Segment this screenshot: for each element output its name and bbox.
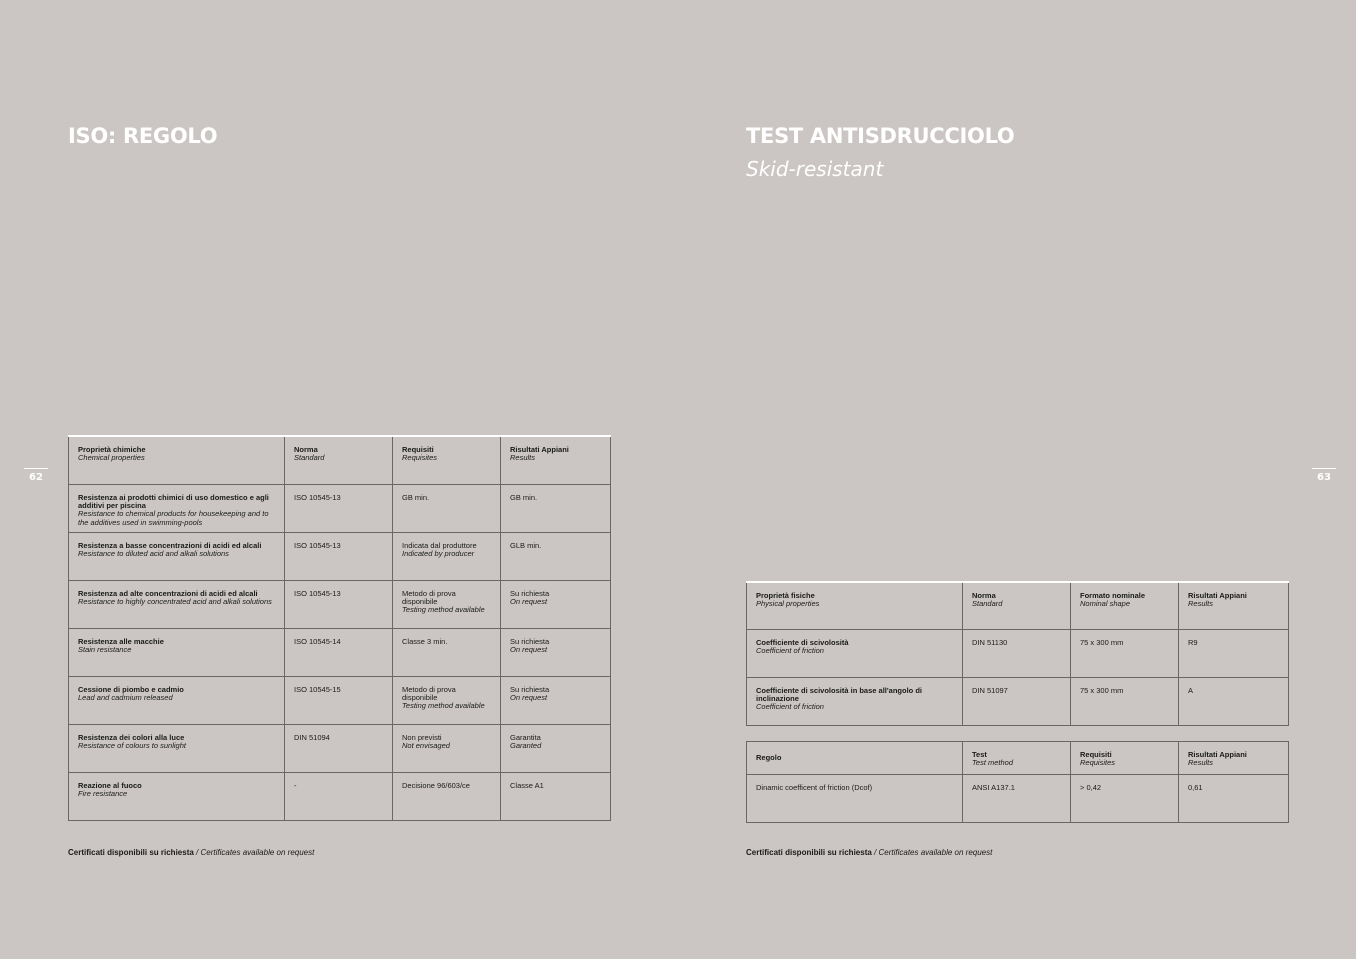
- property-cell: Cessione di piombo e cadmio Lead and cadmium released: [69, 676, 285, 724]
- results-cell: Classe A1: [501, 772, 611, 820]
- table-row: [747, 677, 1289, 725]
- norma-cell: ISO 10545-13: [285, 580, 393, 628]
- header-cell: Requisiti Requisites: [393, 436, 501, 484]
- property-cell: Reazione al fuoco Fire resistance: [69, 772, 285, 820]
- requisites-cell: Non previsti Not envisaged: [393, 724, 501, 772]
- norma-cell: DIN 51094: [285, 724, 393, 772]
- norma-cell: ISO 10545-13: [285, 532, 393, 580]
- requisites-cell: Decisione 96/603/ce: [393, 772, 501, 820]
- header-cell: Norma Standard: [285, 436, 393, 484]
- table-row: [69, 676, 611, 724]
- test-method-table: [746, 741, 1289, 823]
- requisites-cell: > 0,42: [1071, 775, 1179, 823]
- table-row: [69, 580, 611, 628]
- results-cell: Su richiesta On request: [501, 580, 611, 628]
- format-cell: 75 x 300 mm: [1071, 629, 1179, 677]
- page-title-right: TEST ANTISDRUCCIOLO: [746, 124, 1015, 148]
- property-cell: Dinamic coefficent of friction (Dcof): [747, 775, 963, 823]
- table-row: [747, 629, 1289, 677]
- norma-cell: DIN 51130: [963, 629, 1071, 677]
- header-cell: Test Test method: [963, 742, 1071, 775]
- header-cell: Proprietà chimiche Chemical properties: [69, 436, 285, 484]
- page-subtitle-right: Skid-resistant: [746, 157, 884, 181]
- chemical-properties-table: [68, 435, 611, 821]
- table-header-row: [747, 582, 1289, 629]
- table-row: [69, 772, 611, 820]
- table-row: [69, 532, 611, 580]
- results-cell: Su richiesta On request: [501, 628, 611, 676]
- norma-cell: DIN 51097: [963, 677, 1071, 725]
- norma-cell: ISO 10545-15: [285, 676, 393, 724]
- page-number-right: 63: [1312, 468, 1336, 483]
- format-cell: 75 x 300 mm: [1071, 677, 1179, 725]
- property-cell: Resistenza ai prodotti chimici di uso domestico e agli additivi per piscina Resistance to chemical products for housekeeping and to the additives used in swimming-pools: [69, 484, 285, 532]
- physical-properties-table: [746, 581, 1289, 726]
- header-cell: Proprietà fisiche Physical properties: [747, 582, 963, 629]
- property-cell: Resistenza dei colori alla luce Resistance of colours to sunlight: [69, 724, 285, 772]
- norma-cell: ISO 10545-14: [285, 628, 393, 676]
- header-cell: Risultati Appiani Results: [1179, 742, 1289, 775]
- requisites-cell: Indicata dal produttore Indicated by producer: [393, 532, 501, 580]
- table-row: [747, 775, 1289, 823]
- results-cell: GB min.: [501, 484, 611, 532]
- header-cell: Risultati Appiani Results: [1179, 582, 1289, 629]
- header-cell: Formato nominale Nominal shape: [1071, 582, 1179, 629]
- norma-cell: -: [285, 772, 393, 820]
- results-cell: Garantita Garanted: [501, 724, 611, 772]
- results-cell: R9: [1179, 629, 1289, 677]
- header-cell: Risultati Appiani Results: [501, 436, 611, 484]
- requisites-cell: Classe 3 min.: [393, 628, 501, 676]
- header-cell: Norma Standard: [963, 582, 1071, 629]
- table-row: [69, 628, 611, 676]
- property-cell: Resistenza a basse concentrazioni di acidi ed alcali Resistance to diluted acid and alkali solutions: [69, 532, 285, 580]
- property-cell: Resistenza alle macchie Stain resistance: [69, 628, 285, 676]
- requisites-cell: Metodo di prova disponibile Testing method available: [393, 580, 501, 628]
- header-cell: Requisiti Requisites: [1071, 742, 1179, 775]
- requisites-cell: Metodo di prova disponibile Testing method available: [393, 676, 501, 724]
- property-cell: Resistenza ad alte concentrazioni di acidi ed alcali Resistance to highly concentrated acid and alkali solutions: [69, 580, 285, 628]
- header-cell: Regolo: [747, 742, 963, 775]
- footer-note-right: Certificati disponibili su richiesta / Certificates available on request: [746, 848, 993, 857]
- results-cell: GLB min.: [501, 532, 611, 580]
- property-cell: Coefficiente di scivolosità Coefficient of friction: [747, 629, 963, 677]
- table-header-row: [747, 742, 1289, 775]
- footer-note-left: Certificati disponibili su richiesta / Certificates available on request: [68, 848, 315, 857]
- page-title-left: ISO: REGOLO: [68, 124, 218, 148]
- test-method-cell: ANSI A137.1: [963, 775, 1071, 823]
- table-header-row: [69, 436, 611, 484]
- requisites-cell: GB min.: [393, 484, 501, 532]
- results-cell: Su richiesta On request: [501, 676, 611, 724]
- property-cell: Coefficiente di scivolosità in base all'angolo di inclinazione Coefficient of friction: [747, 677, 963, 725]
- page-number-left: 62: [24, 468, 48, 483]
- table-row: [69, 484, 611, 532]
- results-cell: 0,61: [1179, 775, 1289, 823]
- table-row: [69, 724, 611, 772]
- norma-cell: ISO 10545-13: [285, 484, 393, 532]
- results-cell: A: [1179, 677, 1289, 725]
